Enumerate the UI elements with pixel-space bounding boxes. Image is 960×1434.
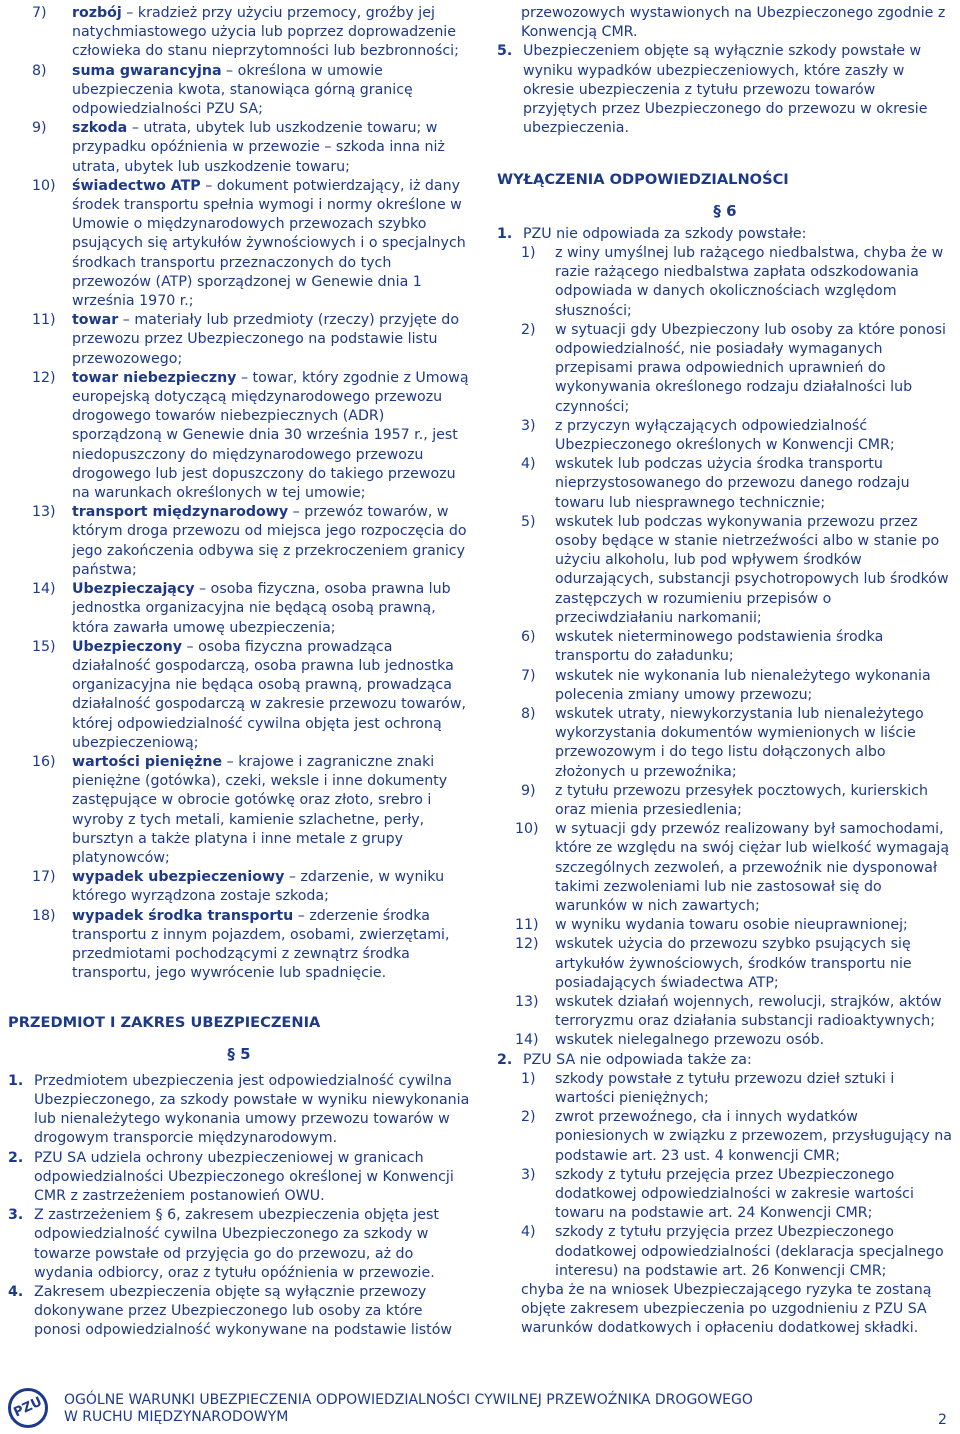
definition-7: 7) rozbój – kradzież przy użyciu przemocy, groźby jej natychmiastowego użycia lub poprzez doprowadzenie człowieka do stanu nieprzytomności lub bezbronności; [32, 5, 459, 60]
exclusion-item: 13) wskutek działań wojennych, rewolucji, strajków, aktów terroryzmu oraz działania substancji radioaktywnych; [515, 993, 942, 1030]
definition-17: 17) wypadek ubezpieczeniowy – zdarzenie, w wyniku którego wyrządzona zostaje szkoda; [32, 869, 445, 905]
definition-11: 11) towar – materiały lub przedmioty (rzeczy) przyjęte do przewozu przez Ubezpieczonego na podstawie listu przewozowego; [32, 312, 459, 367]
paragraph-5-1: 1. Przedmiotem ubezpieczenia jest odpowiedzialność cywilna Ubezpieczonego, za szkody powstałe w wyniku niewykonania lub nienależytego wykonania umowy przewozu towarów w drogowym transporcie międzynarodowym. [8, 1072, 470, 1147]
footer-title: OGÓLNE WARUNKI UBEZPIECZENIA ODPOWIEDZIALNOŚCI CYWILNEJ PRZEWOŹNIKA DROGOWEGO W RUCHU MIĘDZYNARODOWYM [64, 1392, 753, 1425]
paragraph-5-2: 2. PZU SA udziela ochrony ubezpieczeniowej w granicach odpowiedzialności Ubezpieczonego określonej w Konwencji CMR z zastrzeżeniem postanowień OWU. [8, 1149, 454, 1204]
exclusion-item: 12) wskutek użycia do przewozu szybko psujących się artykułów żywnościowych, środków transportu nie posiadających świadectwa ATP; [515, 936, 912, 991]
exclusion-item: 1) z winy umyślnej lub rażącego niedbalstwa, chyba że w razie rażącego niedbalstwa zapłata odszkodowania odpowiada w danych okolicznościach względom słuszności; [521, 245, 944, 319]
exclusion-item: 4) wskutek lub podczas użycia środka transportu nieprzystosowanego do przewozu danego rodzaju towaru lub niesprawnego technicznie; [521, 456, 910, 511]
exclusion-item: 3) z przyczyn wyłączających odpowiedzialność Ubezpieczonego określonych w Konwencji CMR; [521, 417, 895, 454]
exclusion-item: 1) szkody powstałe z tytułu przewozu dzieł sztuki i wartości pieniężnych; [521, 1070, 895, 1106]
paragraph-6-1: 1. PZU nie odpowiada za szkody powstałe: [497, 225, 807, 242]
definition-18: 18) wypadek środka transportu – zderzenie środka transportu z innym pojazdem, osobami, zwierzętami, przedmiotami pochodzącymi z zewnątrz środka transportu, jego wywrócenie lub spadnięcie. [32, 907, 450, 982]
exclusion-item: 6) wskutek nieterminowego podstawienia środka transportu do załadunku; [521, 629, 884, 665]
exclusion-item: 2) w sytuacji gdy Ubezpieczony lub osoby za które ponosi odpowiedzialność, nie posiadały wymaganych przepisami prawa odpowiednich uprawnień do wykonywania określonego rodzaju działalności lub czynności; [521, 321, 947, 415]
paragraph-5-5: 5. Ubezpieczeniem objęte są wyłącznie szkody powstałe w wyniku wypadków ubezpieczeniowych, które zaszły w okresie ubezpieczenia z tytułu przewozu towarów przyjętych przez Ubezpieczonego do przewozu w okresie ubezpieczenia. [497, 43, 928, 137]
definition-12: 12) towar niebezpieczny – towar, który zgodnie z Umową europejską dotyczącą międzynarodowego przewozu drogowego towarów niebezpiecznych (ADR) sporządzoną w Genewie dnia 30 września 1957 r., jest niedopuszczony do międzynarodowego przewozu drogowego lub jest dopuszczony do takiego przewozu na warunkach określonych w tej umowie; [32, 369, 469, 502]
definition-13: 13) transport międzynarodowy – przewóz towarów, w którym droga przewozu od miejsca jego rozpoczęcia do jego zakończenia odbywa się z przekroczeniem granicy państwa; [32, 504, 467, 578]
definition-10: 10) świadectwo ATP – dokument potwierdzający, iż dany środek transportu spełnia wymogi i normy określone w Umowie o międzynarodowych przewozach szybko psujących się artykułów żywnościowych i o specjalnych środkach transportu przeznaczonych do tych przewozów (ATP) sporządzonej w Genewie dnia 1 września 1970 r.; [32, 177, 466, 310]
definition-15: 15) Ubezpieczony – osoba fizyczna prowadząca działalność gospodarczą, osoba prawna lub jednostka organizacyjna nie będąca osobą prawną, prowadząca działalność gospodarczą w zakresie przewozu towarów, której odpowiedzialność cywilna objęta jest ochroną ubezpieczeniową; [32, 638, 466, 751]
definition-9: 9) szkoda – utrata, ubytek lub uszkodzenie towaru; w przypadku opóźnienia w przewozie – szkoda inna niż utrata, ubytek lub uszkodzenie towaru; [32, 120, 445, 175]
exclusion-item: 4) szkody z tytułu przyjęcia przez Ubezpieczonego dodatkowej odpowiedzialności (deklaracja specjalnego interesu) na podstawie art. 26 Konwencji CMR; [521, 1224, 944, 1279]
paragraph-5-3: 3. Z zastrzeżeniem § 6, zakresem ubezpieczenia objęta jest odpowiedzialność cywilna Ubezpieczonego za szkody w towarze powstałe od przyjęcia go do przewozu, aż do wydania odbiorcy, oraz z tytułu opóźnienia w przewozie. [8, 1207, 439, 1281]
pzu-logo-icon: PZU [8, 1388, 48, 1428]
section-number-5: § 5 [227, 1044, 251, 1063]
section-number-6: § 6 [713, 201, 737, 220]
paragraph-5-4: 4. Zakresem ubezpieczenia objęte są wyłącznie przewozy dokonywane przez Ubezpieczonego lub osoby za które ponosi odpowiedzialność wykonywane na podstawie listów [8, 1284, 452, 1339]
right-column [497, 4, 953, 1339]
definition-16: 16) wartości pieniężne – krajowe i zagraniczne znaki pieniężne (gotówka), czeki, weksle i inne dokumenty zastępujące w obrocie gotówkę oraz złoto, srebro i wyroby z tych metali, kamienie szlachetne, perły, bursztyn a także platyna i inne metale z grupy platynowców; [32, 753, 448, 866]
exclusion-item: 3) szkody z tytułu przejęcia przez Ubezpieczonego dodatkowej odpowiedzialności w zakresie wartości towaru na podstawie art. 24 Konwencji CMR; [521, 1166, 914, 1222]
exclusion-item: 10) w sytuacji gdy przewóz realizowany był samochodami, które ze względu na swój ciężar lub wielkość wymagają szczególnych zezwoleń, a przewoźnik nie dysponował takimi zezwoleniami lub nie zastosował się do warunków w nich zawartych; [515, 821, 950, 914]
exclusion-item: 8) wskutek utraty, niewykorzystania lub nienależytego wykorzystania dokumentów wymienionych w liście przewozowym i do tego listu dołączonych albo złożonych u przewoźnika; [521, 705, 924, 780]
section-heading-exclusions: WYŁĄCZENIA ODPOWIEDZIALNOŚCI [497, 171, 789, 189]
exclusion-item: 9) z tytułu przewozu przesyłek pocztowych, kurierskich oraz mienia przesiedlenia; [521, 782, 928, 818]
exclusion-item: 7) wskutek nie wykonania lub nienależytego wykonania polecenia zmiany umowy przewozu; [521, 667, 931, 703]
exclusion-item: 11) w wyniku wydania towaru osobie nieuprawnionej; [515, 917, 908, 934]
closing-text: chyba że na wniosek Ubezpieczającego ryzyka te zostaną objęte zakresem ubezpieczenia po uzgodnieniu z PZU SA warunków dodatkowych i opłaceniu dodatkowej składki. [521, 1282, 932, 1337]
left-column [8, 4, 470, 1341]
exclusion-item: 14) wskutek nielegalnego przewozu osób. [515, 1032, 825, 1049]
definition-14: 14) Ubezpieczający – osoba fizyczna, osoba prawna lub jednostka organizacyjna nie będącą osobą prawną, która zawarła umowę ubezpieczenia; [32, 581, 451, 636]
paragraph-6-2: 2. PZU SA nie odpowiada także za: [497, 1051, 752, 1068]
exclusion-item: 2) zwrot przewoźnego, cła i innych wydatków poniesionych w związku z przewozem, przysługujący na podstawie art. 23 ust. 4 konwencji CMR; [521, 1109, 952, 1164]
section-heading-scope: PRZEDMIOT I ZAKRES UBEZPIECZENIA [8, 1014, 321, 1032]
paragraph-continuation: przewozowych wystawionych na Ubezpieczonego zgodnie z Konwencją CMR. [521, 5, 946, 41]
page-number: 2 [938, 1412, 947, 1428]
definition-8: 8) suma gwarancyjna – określona w umowie ubezpieczenia kwota, stanowiąca górną granicę odpowiedzialności PZU SA; [32, 62, 413, 118]
page-footer [0, 1386, 960, 1434]
exclusion-item: 5) wskutek lub podczas wykonywania przewozu przez osoby będące w stanie nietrzeźwości albo w stanie po użyciu alkoholu, lub pod wpływem środków odurzających, substancji psychotropowych lub środków zastępczych w rozumieniu przepisów o przeciwdziałaniu narkomanii; [521, 513, 949, 626]
